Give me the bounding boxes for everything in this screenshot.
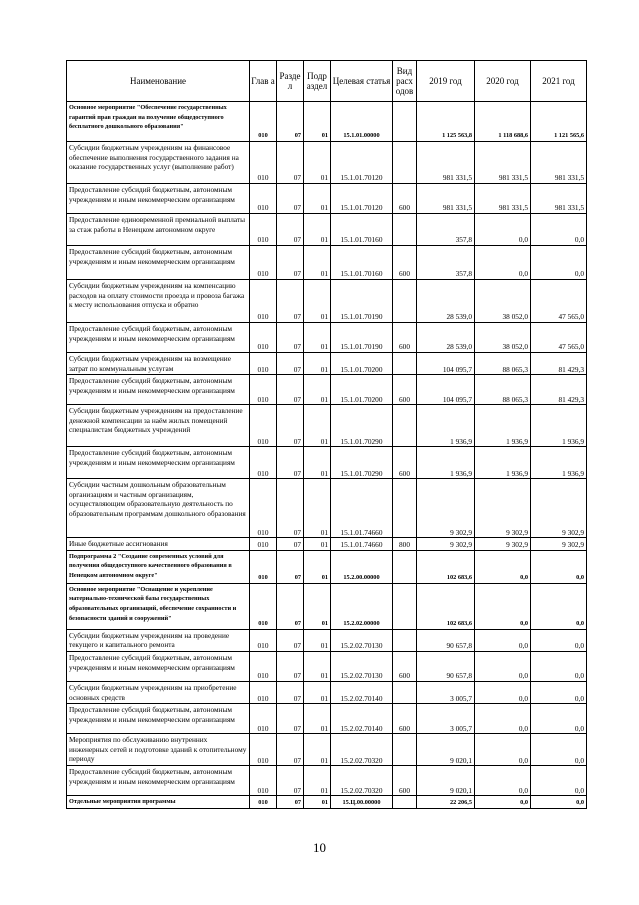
row-2021: 981 331,5: [531, 184, 587, 214]
row-podrazdel: 01: [304, 375, 331, 405]
row-podrazdel: 01: [304, 184, 331, 214]
table-row: [67, 766, 587, 796]
table-row: [67, 550, 587, 583]
row-razdel: 07: [277, 280, 304, 323]
row-vid: [393, 550, 417, 583]
table-row: [67, 184, 587, 214]
header-razdel: Разде л: [277, 61, 304, 102]
row-razdel: 07: [277, 102, 304, 142]
row-2019: 1 125 563,8: [417, 102, 475, 142]
row-2021: 0,0: [531, 583, 587, 629]
row-2020: 0,0: [475, 796, 531, 809]
row-podrazdel: 01: [304, 479, 331, 538]
row-podrazdel: 01: [304, 550, 331, 583]
row-2021: 981 331,5: [531, 142, 587, 184]
row-name: Предоставление субсидий бюджетным, автономным учреждениям и иным некоммерческим организациям: [67, 184, 250, 214]
table-row: [67, 479, 587, 538]
row-2020: 0,0: [475, 583, 531, 629]
row-statya: 15.1.01.00000: [331, 102, 393, 142]
row-2021: 9 302,9: [531, 479, 587, 538]
row-2020: 1 936,9: [475, 447, 531, 479]
row-vid: 600: [393, 184, 417, 214]
row-2021: 81 429,3: [531, 353, 587, 375]
row-razdel: 07: [277, 447, 304, 479]
row-statya: 15.1.01.74660: [331, 479, 393, 538]
table-row: [67, 280, 587, 323]
row-2020: 1 118 688,6: [475, 102, 531, 142]
row-2019: 28 539,0: [417, 280, 475, 323]
row-name: Субсидии бюджетным учреждениям на компенсацию расходов на оплату стоимости проезда и провоза багажа к месту использования отпуска и обратно: [67, 280, 250, 323]
row-2019: 1 936,9: [417, 447, 475, 479]
row-podrazdel: 01: [304, 405, 331, 447]
row-razdel: 07: [277, 766, 304, 796]
row-2021: 1 121 565,6: [531, 102, 587, 142]
row-name: Предоставление единовременной премиальной выплаты за стаж работы в Ненецком автономном округе: [67, 214, 250, 246]
row-2019: 981 331,5: [417, 184, 475, 214]
row-2019: 90 657,8: [417, 629, 475, 651]
row-razdel: 07: [277, 214, 304, 246]
row-2021: 0,0: [531, 704, 587, 734]
row-2021: 0,0: [531, 766, 587, 796]
row-2019: 3 005,7: [417, 681, 475, 703]
row-statya: 15.2.00.00000: [331, 550, 393, 583]
table-row: [67, 704, 587, 734]
table-row: [67, 796, 587, 809]
row-podrazdel: 01: [304, 102, 331, 142]
row-podrazdel: 01: [304, 538, 331, 551]
row-2021: 0,0: [531, 550, 587, 583]
row-name: Субсидии частным дошкольным образовательным организациям и частным организациям, осуществляющим образовательную деятельность по образовательным программам дошкольного образования: [67, 479, 250, 538]
budget-table: [66, 60, 587, 809]
row-statya: 15.1.01.70290: [331, 447, 393, 479]
row-2021: 47 565,0: [531, 280, 587, 323]
row-vid: [393, 353, 417, 375]
header-podrazdel: Подр аздел: [304, 61, 331, 102]
row-statya: 15.1.01.70160: [331, 214, 393, 246]
row-podrazdel: 01: [304, 214, 331, 246]
row-podrazdel: 01: [304, 651, 331, 681]
row-razdel: 07: [277, 651, 304, 681]
row-name: Субсидии бюджетным учреждениям на предоставление денежной компенсации за наём жилых помещений специалистам бюджетных учреждений: [67, 405, 250, 447]
row-razdel: 07: [277, 375, 304, 405]
table-row: [67, 538, 587, 551]
table-row: [67, 353, 587, 375]
row-razdel: 07: [277, 704, 304, 734]
row-glava: 010: [250, 447, 277, 479]
row-glava: 010: [250, 766, 277, 796]
row-statya: 15.2.02.70140: [331, 704, 393, 734]
table-row: [67, 323, 587, 353]
row-name: Субсидии бюджетным учреждениям на финансовое обеспечение выполнения государственного задания на оказание государственных услуг (выполнение работ): [67, 142, 250, 184]
table-row: [67, 142, 587, 184]
row-vid: 600: [393, 323, 417, 353]
row-podrazdel: 01: [304, 766, 331, 796]
row-glava: 010: [250, 629, 277, 651]
row-2019: 3 005,7: [417, 704, 475, 734]
page-number: 10: [313, 840, 326, 855]
row-statya: 15.1.01.70190: [331, 323, 393, 353]
table-row: [67, 681, 587, 703]
row-2020: 0,0: [475, 734, 531, 766]
row-2020: 0,0: [475, 651, 531, 681]
row-vid: 800: [393, 538, 417, 551]
row-vid: [393, 102, 417, 142]
row-razdel: 07: [277, 405, 304, 447]
row-name: Отдельные мероприятия программы: [67, 796, 250, 809]
row-2020: 0,0: [475, 681, 531, 703]
row-razdel: 07: [277, 681, 304, 703]
row-2021: 0,0: [531, 681, 587, 703]
row-razdel: 07: [277, 629, 304, 651]
row-podrazdel: 01: [304, 280, 331, 323]
row-vid: 600: [393, 447, 417, 479]
row-glava: 010: [250, 681, 277, 703]
row-glava: 010: [250, 651, 277, 681]
row-glava: 010: [250, 704, 277, 734]
header-statya: Целевая статья: [331, 61, 393, 102]
table-row: [67, 447, 587, 479]
row-razdel: 07: [277, 538, 304, 551]
row-2019: 22 206,5: [417, 796, 475, 809]
row-2020: 0,0: [475, 629, 531, 651]
row-2021: 1 936,9: [531, 405, 587, 447]
row-glava: 010: [250, 280, 277, 323]
table-row: [67, 405, 587, 447]
row-2020: 0,0: [475, 550, 531, 583]
row-2019: 9 302,9: [417, 479, 475, 538]
row-razdel: 07: [277, 353, 304, 375]
row-statya: 15.1.01.70200: [331, 353, 393, 375]
row-razdel: 07: [277, 246, 304, 280]
row-2021: 0,0: [531, 651, 587, 681]
row-2021: 9 302,9: [531, 538, 587, 551]
row-statya: 15.1.01.70120: [331, 142, 393, 184]
row-razdel: 07: [277, 550, 304, 583]
row-vid: 600: [393, 766, 417, 796]
row-2021: 81 429,3: [531, 375, 587, 405]
row-2020: 38 052,0: [475, 323, 531, 353]
row-glava: 010: [250, 214, 277, 246]
row-2019: 357,8: [417, 214, 475, 246]
row-vid: [393, 405, 417, 447]
row-glava: 010: [250, 550, 277, 583]
row-2020: 0,0: [475, 214, 531, 246]
table-row: [67, 214, 587, 246]
row-name: Основное мероприятие "Обеспечение государственных гарантий прав граждан на получение общедоступного бесплатного дошкольного образования": [67, 102, 250, 142]
header-name: Наименование: [67, 61, 250, 102]
row-glava: 010: [250, 583, 277, 629]
row-podrazdel: 01: [304, 734, 331, 766]
row-2020: 0,0: [475, 766, 531, 796]
row-podrazdel: 01: [304, 796, 331, 809]
row-2021: 0,0: [531, 796, 587, 809]
row-podrazdel: 01: [304, 353, 331, 375]
table-row: [67, 583, 587, 629]
row-2020: 981 331,5: [475, 142, 531, 184]
row-vid: [393, 280, 417, 323]
row-2019: 104 095,7: [417, 375, 475, 405]
row-glava: 010: [250, 734, 277, 766]
row-2019: 1 936,9: [417, 405, 475, 447]
row-razdel: 07: [277, 184, 304, 214]
row-2019: 102 683,6: [417, 583, 475, 629]
row-vid: [393, 142, 417, 184]
row-podrazdel: 01: [304, 583, 331, 629]
row-name: Предоставление субсидий бюджетным, автономным учреждениям и иным некоммерческим организациям: [67, 704, 250, 734]
row-vid: 600: [393, 246, 417, 280]
row-razdel: 07: [277, 142, 304, 184]
row-name: Предоставление субсидий бюджетным, автономным учреждениям и иным некоммерческим организациям: [67, 447, 250, 479]
row-2020: 0,0: [475, 246, 531, 280]
row-vid: [393, 583, 417, 629]
row-razdel: 07: [277, 323, 304, 353]
row-glava: 010: [250, 184, 277, 214]
row-2020: 981 331,5: [475, 184, 531, 214]
row-2020: 38 052,0: [475, 280, 531, 323]
table-row: [67, 651, 587, 681]
row-2019: 9 020,1: [417, 734, 475, 766]
header-glava: Глав а: [250, 61, 277, 102]
row-statya: 15.1.01.70190: [331, 280, 393, 323]
table-header-row: [67, 61, 587, 102]
row-name: Основное мероприятие "Оснащение и укрепление материально-технической базы государственных образовательных организаций, обеспечение сохранности и безопасности зданий и сооружений": [67, 583, 250, 629]
row-statya: 15.2.02.70130: [331, 629, 393, 651]
row-2020: 0,0: [475, 704, 531, 734]
header-2021: 2021 год: [531, 61, 587, 102]
header-2020: 2020 год: [475, 61, 531, 102]
header-vid: Вид расх одов: [393, 61, 417, 102]
budget-table-container: [66, 60, 586, 809]
table-row: [67, 246, 587, 280]
row-name: Подпрограмма 2 "Создание современных условий для получения общедоступного качественного образования в Ненецком автономном округе": [67, 550, 250, 583]
row-glava: 010: [250, 246, 277, 280]
row-2019: 102 683,6: [417, 550, 475, 583]
row-statya: 15.2.02.70320: [331, 766, 393, 796]
row-podrazdel: 01: [304, 681, 331, 703]
header-2019: 2019 год: [417, 61, 475, 102]
row-name: Субсидии бюджетным учреждениям на приобретение основных средств: [67, 681, 250, 703]
row-2020: 9 302,9: [475, 538, 531, 551]
row-2021: 47 565,0: [531, 323, 587, 353]
row-2020: 88 065,3: [475, 375, 531, 405]
row-name: Предоставление субсидий бюджетным, автономным учреждениям и иным некоммерческим организациям: [67, 766, 250, 796]
row-podrazdel: 01: [304, 447, 331, 479]
row-vid: [393, 796, 417, 809]
row-glava: 010: [250, 353, 277, 375]
row-statya: 15.1.01.70160: [331, 246, 393, 280]
row-statya: 15.1.01.74660: [331, 538, 393, 551]
row-2020: 1 936,9: [475, 405, 531, 447]
table-row: [67, 629, 587, 651]
row-podrazdel: 01: [304, 629, 331, 651]
row-vid: [393, 629, 417, 651]
row-statya: 15.2.02.00000: [331, 583, 393, 629]
row-2019: 357,8: [417, 246, 475, 280]
row-2019: 9 302,9: [417, 538, 475, 551]
row-vid: [393, 681, 417, 703]
row-2020: 88 065,3: [475, 353, 531, 375]
row-2020: 9 302,9: [475, 479, 531, 538]
row-2019: 28 539,0: [417, 323, 475, 353]
table-row: [67, 375, 587, 405]
row-glava: 010: [250, 405, 277, 447]
row-name: Предоставление субсидий бюджетным, автономным учреждениям и иным некоммерческим организациям: [67, 323, 250, 353]
row-statya: 15.2.02.70130: [331, 651, 393, 681]
row-2021: 0,0: [531, 214, 587, 246]
row-name: Субсидии бюджетным учреждениям на возмещение затрат по коммунальным услугам: [67, 353, 250, 375]
row-2021: 0,0: [531, 734, 587, 766]
row-statya: 15.1.01.70200: [331, 375, 393, 405]
row-glava: 010: [250, 538, 277, 551]
row-podrazdel: 01: [304, 704, 331, 734]
row-glava: 010: [250, 102, 277, 142]
row-statya: 15.Ц.00.00000: [331, 796, 393, 809]
row-2019: 981 331,5: [417, 142, 475, 184]
row-name: Субсидии бюджетным учреждениям на проведение текущего и капитального ремонта: [67, 629, 250, 651]
row-statya: 15.2.02.70140: [331, 681, 393, 703]
row-statya: 15.1.01.70120: [331, 184, 393, 214]
row-2021: 0,0: [531, 629, 587, 651]
row-name: Предоставление субсидий бюджетным, автономным учреждениям и иным некоммерческим организациям: [67, 375, 250, 405]
row-vid: 600: [393, 651, 417, 681]
row-2021: 1 936,9: [531, 447, 587, 479]
row-glava: 010: [250, 479, 277, 538]
row-razdel: 07: [277, 479, 304, 538]
row-name: Иные бюджетные ассигнования: [67, 538, 250, 551]
table-row: [67, 102, 587, 142]
row-vid: [393, 479, 417, 538]
row-2019: 104 095,7: [417, 353, 475, 375]
row-statya: 15.2.02.70320: [331, 734, 393, 766]
row-glava: 010: [250, 323, 277, 353]
row-vid: 600: [393, 704, 417, 734]
row-glava: 010: [250, 796, 277, 809]
row-glava: 010: [250, 142, 277, 184]
row-podrazdel: 01: [304, 142, 331, 184]
row-vid: [393, 214, 417, 246]
row-podrazdel: 01: [304, 246, 331, 280]
row-glava: 010: [250, 375, 277, 405]
row-vid: 600: [393, 375, 417, 405]
row-2021: 0,0: [531, 246, 587, 280]
row-2019: 9 020,1: [417, 766, 475, 796]
table-body: [67, 102, 587, 809]
row-razdel: 07: [277, 734, 304, 766]
row-razdel: 07: [277, 796, 304, 809]
row-vid: [393, 734, 417, 766]
row-podrazdel: 01: [304, 323, 331, 353]
row-name: Предоставление субсидий бюджетным, автономным учреждениям и иным некоммерческим организациям: [67, 651, 250, 681]
table-row: [67, 734, 587, 766]
row-statya: 15.1.01.70290: [331, 405, 393, 447]
row-name: Предоставление субсидий бюджетным, автономным учреждениям и иным некоммерческим организациям: [67, 246, 250, 280]
row-2019: 90 657,8: [417, 651, 475, 681]
row-razdel: 07: [277, 583, 304, 629]
row-name: Мероприятия по обслуживанию внутренних инженерных сетей и подготовке зданий к отопительному периоду: [67, 734, 250, 766]
